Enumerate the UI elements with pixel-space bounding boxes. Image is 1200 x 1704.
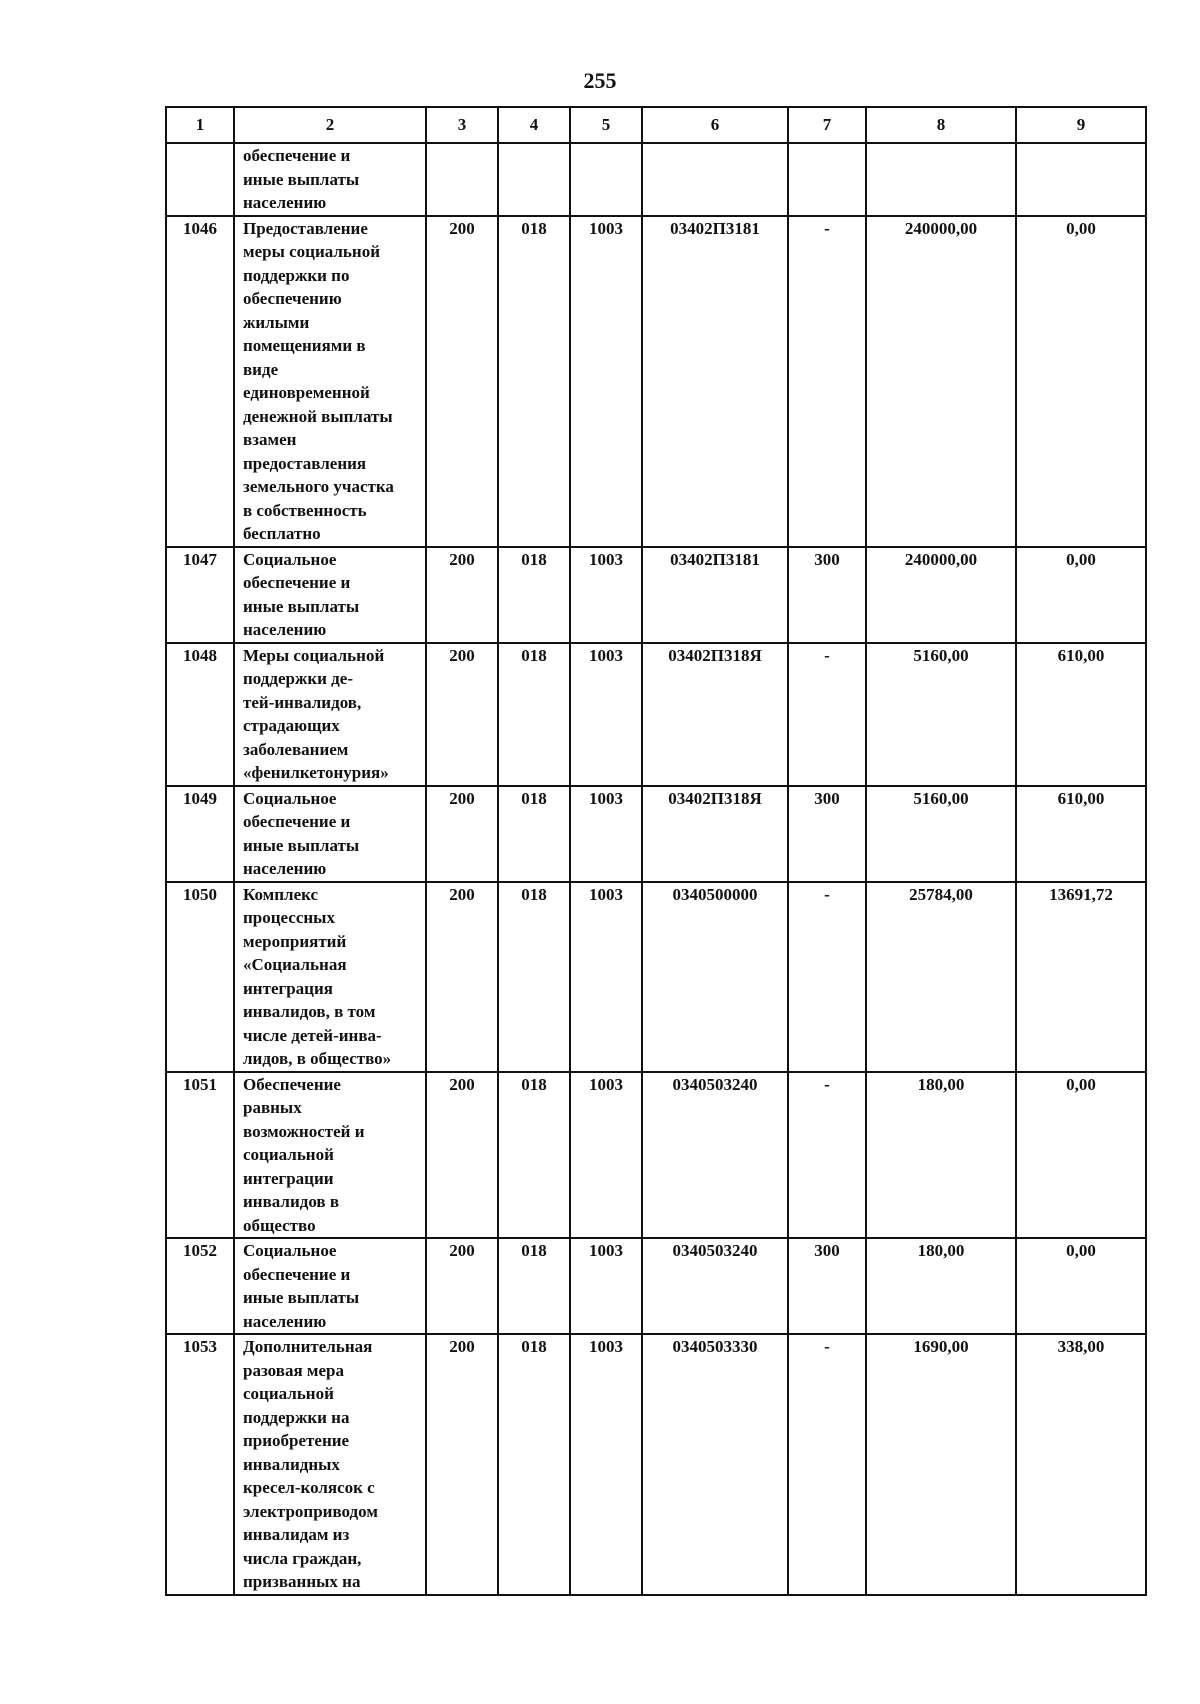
cell-col-4: 018 (498, 786, 570, 882)
row-name-line: «фенилкетонурия» (243, 763, 389, 782)
cell-col-4: 018 (498, 547, 570, 643)
cell-col-8: 240000,00 (866, 216, 1016, 547)
cell-col-4: 018 (498, 643, 570, 786)
row-name-line: взамен (243, 430, 297, 449)
budget-table (165, 106, 1147, 1596)
cell-col-8: 240000,00 (866, 547, 1016, 643)
cell-col-6: 0340503330 (642, 1334, 788, 1595)
cell-col-3: 200 (426, 786, 498, 882)
table-row (166, 1072, 1146, 1239)
cell-col-8: 180,00 (866, 1072, 1016, 1239)
row-name-line: страдающих (243, 716, 340, 735)
row-name-line: помещениями в (243, 336, 366, 355)
cell-col-8 (866, 143, 1016, 216)
cell-col-9: 0,00 (1016, 1238, 1146, 1334)
cell-col-7: - (788, 216, 866, 547)
cell-col-7: - (788, 1334, 866, 1595)
row-name-cell (234, 882, 426, 1072)
cell-col-7: 300 (788, 547, 866, 643)
cell-col-9: 610,00 (1016, 786, 1146, 882)
cell-col-6 (642, 143, 788, 216)
row-name-cell (234, 143, 426, 216)
column-header: 4 (498, 107, 570, 143)
row-name-line: возможностей и (243, 1121, 365, 1141)
table-row (166, 643, 1146, 786)
cell-col-9: 0,00 (1016, 547, 1146, 643)
cell-col-6: 03402П318Я (642, 643, 788, 786)
cell-col-6: 03402П3181 (642, 547, 788, 643)
table-body (166, 107, 1146, 1595)
cell-col-3: 200 (426, 547, 498, 643)
column-header: 3 (426, 107, 498, 143)
cell-col-7: - (788, 643, 866, 786)
cell-col-8: 5160,00 (866, 786, 1016, 882)
cell-col-9: 0,00 (1016, 216, 1146, 547)
cell-col-3: 200 (426, 1072, 498, 1239)
cell-col-8: 5160,00 (866, 643, 1016, 786)
row-name-line: поддержки де- (243, 669, 353, 688)
row-name-line: разовая мера (243, 1360, 344, 1380)
page-number: 255 (583, 68, 617, 93)
cell-col-9: 338,00 (1016, 1334, 1146, 1595)
row-name-line: Дополнительная (243, 1337, 373, 1356)
row-name-line: равных (243, 1098, 302, 1117)
row-name-cell (234, 1238, 426, 1334)
row-number-cell: 1046 (166, 216, 234, 547)
row-name-line: Предоставление (243, 218, 368, 238)
row-name-line: меры социальной (243, 242, 381, 261)
row-name-line: «Социальная (243, 955, 347, 974)
row-name-line: кресел-колясок с (243, 1478, 375, 1497)
row-name-cell (234, 1072, 426, 1239)
row-name-line: Меры социальной (243, 645, 385, 665)
row-number-cell: 1048 (166, 643, 234, 786)
row-name-line: инвалидных (243, 1454, 340, 1474)
table-row (166, 1238, 1146, 1334)
cell-col-6: 0340500000 (642, 882, 788, 1072)
row-name-line: заболеванием (243, 739, 349, 759)
row-name-line: единовременной (243, 383, 370, 402)
cell-col-8: 180,00 (866, 1238, 1016, 1334)
column-header: 5 (570, 107, 642, 143)
table-row (166, 216, 1146, 547)
row-name-line: социальной (243, 1145, 334, 1164)
cell-col-5 (570, 143, 642, 216)
column-header: 1 (166, 107, 234, 143)
cell-col-7: 300 (788, 1238, 866, 1334)
row-name-line: обеспечение и (243, 812, 351, 831)
cell-col-5: 1003 (570, 547, 642, 643)
column-header: 2 (234, 107, 426, 143)
row-name-line: социальной (243, 1384, 334, 1403)
row-name-line: жилыми (243, 312, 310, 332)
cell-col-7: - (788, 882, 866, 1072)
row-name-line: инвалидов, в том (243, 1002, 376, 1021)
table-row (166, 1334, 1146, 1595)
row-name-cell (234, 1334, 426, 1595)
cell-col-6: 03402П318Я (642, 786, 788, 882)
row-name-line: иные выплаты (243, 169, 360, 189)
row-name-cell (234, 786, 426, 882)
cell-col-3: 200 (426, 1334, 498, 1595)
row-name-line: обеспечению (243, 289, 342, 308)
row-name-line: обеспечение и (243, 146, 351, 165)
row-number-cell: 1047 (166, 547, 234, 643)
row-name-line: населению (243, 193, 327, 212)
row-name-line: виде (243, 359, 279, 379)
cell-col-6: 0340503240 (642, 1072, 788, 1239)
row-name-line: процессных (243, 908, 335, 927)
row-name-line: обеспечение и (243, 1264, 351, 1284)
cell-col-4: 018 (498, 1334, 570, 1595)
row-number-cell: 1049 (166, 786, 234, 882)
cell-col-5: 1003 (570, 216, 642, 547)
row-name-line: населению (243, 620, 327, 639)
row-name-line: иные выплаты (243, 1288, 360, 1307)
column-header: 6 (642, 107, 788, 143)
column-header: 8 (866, 107, 1016, 143)
cell-col-9 (1016, 143, 1146, 216)
cell-col-8: 25784,00 (866, 882, 1016, 1072)
row-name-line: денежной выплаты (243, 406, 393, 426)
row-name-line: Социальное (243, 549, 337, 569)
row-name-cell (234, 547, 426, 643)
column-header: 9 (1016, 107, 1146, 143)
cell-col-4: 018 (498, 216, 570, 547)
cell-col-5: 1003 (570, 882, 642, 1072)
cell-col-3: 200 (426, 1238, 498, 1334)
row-name-line: населению (243, 859, 327, 878)
row-name-line: интеграция (243, 978, 333, 998)
row-number-cell: 1051 (166, 1072, 234, 1239)
row-name-line: Социальное (243, 1241, 337, 1260)
row-name-line: Комплекс (243, 884, 319, 904)
row-name-line: числе детей-инва- (243, 1025, 382, 1045)
row-number-cell: 1052 (166, 1238, 234, 1334)
row-name-line: Социальное (243, 788, 337, 808)
row-name-line: общество (243, 1215, 316, 1235)
row-number-cell: 1053 (166, 1334, 234, 1595)
cell-col-4: 018 (498, 882, 570, 1072)
row-name-line: предоставления (243, 453, 367, 473)
cell-col-4: 018 (498, 1238, 570, 1334)
cell-col-9: 610,00 (1016, 643, 1146, 786)
cell-col-9: 13691,72 (1016, 882, 1146, 1072)
table-row (166, 547, 1146, 643)
cell-col-7: - (788, 1072, 866, 1239)
cell-col-3 (426, 143, 498, 216)
cell-col-5: 1003 (570, 643, 642, 786)
row-name-line: поддержки по (243, 265, 350, 285)
row-name-line: иные выплаты (243, 596, 360, 616)
cell-col-5: 1003 (570, 1072, 642, 1239)
row-name-line: инвалидов в (243, 1192, 340, 1211)
row-name-cell (234, 643, 426, 786)
row-name-line: поддержки на (243, 1407, 350, 1427)
table-row (166, 882, 1146, 1072)
row-name-line: числа граждан, (243, 1548, 362, 1568)
cell-col-5: 1003 (570, 786, 642, 882)
row-name-line: населению (243, 1311, 327, 1331)
cell-col-6: 03402П3181 (642, 216, 788, 547)
row-name-cell (234, 216, 426, 547)
cell-col-3: 200 (426, 216, 498, 547)
cell-col-3: 200 (426, 882, 498, 1072)
table-header-row (166, 107, 1146, 143)
cell-col-9: 0,00 (1016, 1072, 1146, 1239)
table-row (166, 143, 1146, 216)
row-name-line: в собственность (243, 500, 367, 520)
cell-col-7 (788, 143, 866, 216)
cell-col-3: 200 (426, 643, 498, 786)
row-name-line: иные выплаты (243, 835, 360, 855)
table-row (166, 786, 1146, 882)
cell-col-4: 018 (498, 1072, 570, 1239)
row-number-cell: 1050 (166, 882, 234, 1072)
column-header: 7 (788, 107, 866, 143)
cell-col-6: 0340503240 (642, 1238, 788, 1334)
row-number-cell (166, 143, 234, 216)
row-name-line: мероприятий (243, 931, 347, 951)
row-name-line: интеграции (243, 1168, 334, 1188)
row-name-line: тей-инвалидов, (243, 692, 362, 712)
row-name-line: обеспечение и (243, 573, 351, 592)
row-name-line: лидов, в общество» (243, 1049, 392, 1068)
cell-col-5: 1003 (570, 1334, 642, 1595)
row-name-line: Обеспечение (243, 1074, 341, 1094)
row-name-line: призванных на (243, 1572, 361, 1591)
row-name-line: бесплатно (243, 524, 321, 543)
row-name-line: электроприводом (243, 1501, 378, 1521)
row-name-line: земельного участка (243, 477, 394, 496)
cell-col-4 (498, 143, 570, 216)
cell-col-8: 1690,00 (866, 1334, 1016, 1595)
row-name-line: инвалидам из (243, 1525, 350, 1544)
row-name-line: приобретение (243, 1431, 350, 1450)
cell-col-5: 1003 (570, 1238, 642, 1334)
cell-col-7: 300 (788, 786, 866, 882)
